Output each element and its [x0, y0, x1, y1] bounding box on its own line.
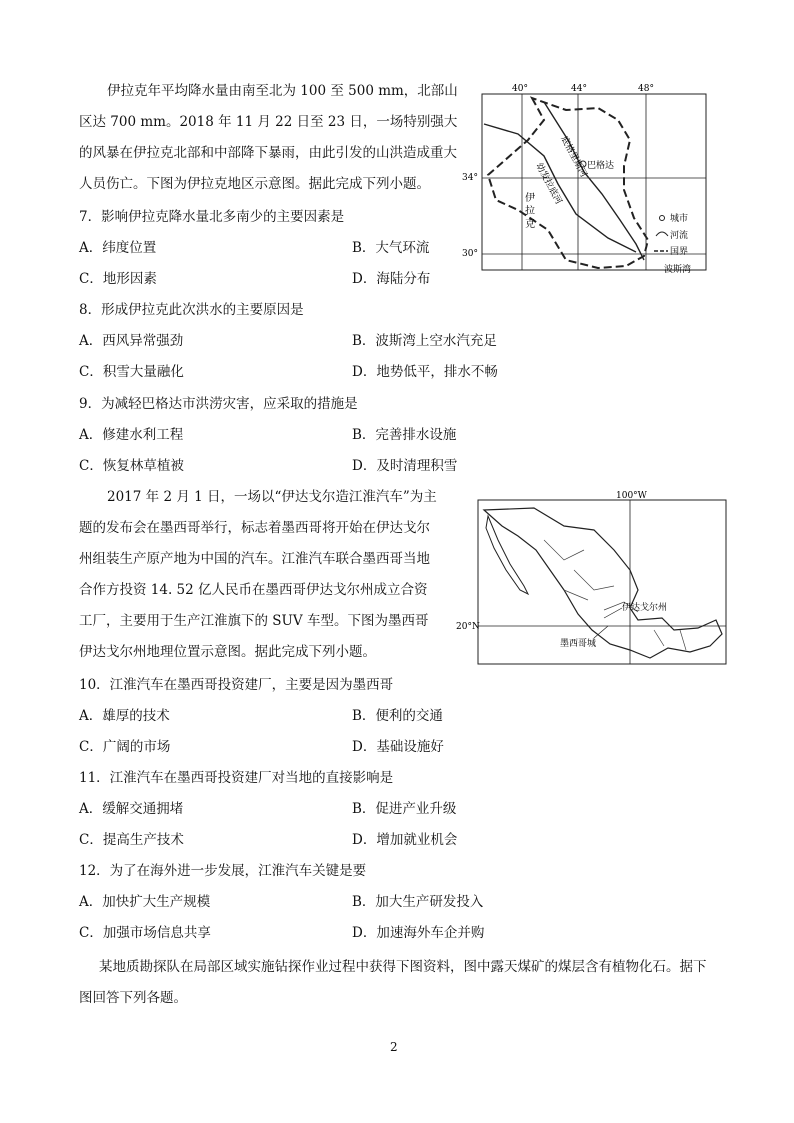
q11-option-d[interactable]: D．增加就业机会	[352, 832, 458, 848]
q11-option-c[interactable]: C．提高生产技术	[79, 832, 184, 848]
q12-option-a[interactable]: A．加快扩大生产规模	[79, 894, 211, 910]
state-borders	[544, 540, 686, 650]
passage-iraq: 伊拉克年平均降水量由南至北为 100 至 500 mm，北部山区达 700 mm。2018 年 11 月 22 日至 23 日，一场特别强大的风暴在伊拉克北部和中部降下暴雨，由此引发的山洪造成重大人员伤亡。下图为伊拉克地区示意图。据此完成下列小题。	[79, 83, 458, 192]
gulf-label: 波斯湾	[664, 265, 692, 275]
q11-option-b[interactable]: B．促进产业升级	[352, 801, 457, 817]
q9-option-d[interactable]: D．及时清理积雪	[352, 458, 458, 474]
q9-option-c[interactable]: C．恢复林草植被	[79, 458, 184, 474]
hidalgo-label: 伊达戈尔州	[622, 603, 668, 613]
q12-option-d[interactable]: D．加速海外车企并购	[352, 925, 485, 941]
q8-option-a[interactable]: A．西风异常强劲	[79, 333, 184, 349]
q9-option-a[interactable]: A．修建水利工程	[79, 427, 184, 443]
passage-geology: 某地质勘探队在局部区域实施钻探作业过程中获得下图资料，图中露天煤矿的煤层含有植物化石。据下图回答下列各题。	[79, 959, 707, 1006]
lon-label-100w: 100°W	[616, 491, 647, 501]
q7-option-d[interactable]: D．海陆分布	[352, 271, 431, 287]
legend-city-icon	[660, 216, 665, 221]
iraq-map	[448, 80, 714, 280]
q11-option-a[interactable]: A．缓解交通拥堵	[79, 801, 184, 817]
mexico-map	[454, 490, 730, 666]
lat-label-30: 30°	[462, 249, 478, 259]
q9-option-b[interactable]: B．完善排水设施	[352, 427, 457, 443]
q10-option-a[interactable]: A．雄厚的技术	[79, 708, 170, 724]
legend-river: 河流	[670, 231, 689, 241]
q12-stem: 12．为了在海外进一步发展，江淮汽车关键是要	[79, 863, 367, 879]
lon-label-48: 48°	[638, 84, 654, 94]
q11-stem: 11．江淮汽车在墨西哥投资建厂对当地的直接影响是	[79, 770, 394, 786]
euphrates-label: 幼发拉底河	[533, 161, 564, 207]
q8-stem: 8．形成伊拉克此次洪水的主要原因是	[79, 302, 304, 318]
q7-option-c[interactable]: C．地形因素	[79, 271, 157, 287]
q9-stem: 9．为减轻巴格达市洪涝灾害，应采取的措施是	[79, 396, 358, 412]
lon-label-40: 40°	[512, 84, 528, 94]
page-number: 2	[390, 1040, 398, 1054]
q12-option-b[interactable]: B．加大生产研发投入	[352, 894, 484, 910]
q8-option-d[interactable]: D．地势低平，排水不畅	[352, 364, 498, 380]
lon-label-44: 44°	[571, 84, 587, 94]
iraq-label: 伊 拉 克	[522, 192, 534, 229]
mexico-city-label: 墨西哥城	[560, 639, 597, 649]
q8-option-b[interactable]: B．波斯湾上空水汽充足	[352, 333, 497, 349]
tigris-river	[544, 102, 644, 260]
lat-label-20n: 20°N	[456, 622, 480, 632]
q10-stem: 10．江淮汽车在墨西哥投资建厂，主要是因为墨西哥	[79, 677, 394, 693]
q8-option-c[interactable]: C．积雪大量融化	[79, 364, 184, 380]
q7-stem: 7．影响伊拉克降水量北多南少的主要因素是	[79, 209, 345, 225]
q10-option-d[interactable]: D．基础设施好	[352, 739, 444, 755]
q12-option-c[interactable]: C．加强市场信息共享	[79, 925, 211, 941]
baghdad-label: 巴格达	[587, 161, 615, 171]
lat-label-34: 34°	[462, 173, 478, 183]
border-line	[488, 98, 648, 268]
legend-border: 国界	[670, 247, 689, 257]
passage-mexico: 2017 年 2 月 1 日，一场以“伊达戈尔造江淮汽车”为主题的发布会在墨西哥举行，标志着墨西哥将开始在伊达戈尔州组装生产原产地为中国的汽车。江淮汽车联合墨西哥当地合作方投资 14. 52 亿人民币在墨西哥伊达戈尔州成立合资工厂，主要用于生产江淮旗下的 SUV 车型。下图为墨西哥伊达戈尔州地理位置示意图。据此完成下列小题。	[79, 489, 437, 660]
q7-option-a[interactable]: A．纬度位置	[79, 240, 157, 256]
mexico-outline	[484, 508, 722, 658]
legend-river-icon	[656, 232, 668, 236]
euphrates-river	[484, 124, 636, 252]
q10-option-c[interactable]: C．广阔的市场	[79, 739, 171, 755]
baja-peninsula	[486, 516, 528, 594]
q7-option-b[interactable]: B．大气环流	[352, 240, 430, 256]
legend-city: 城市	[670, 214, 689, 224]
tigris-label: 底格里斯河	[558, 134, 589, 180]
q10-option-b[interactable]: B．便利的交通	[352, 708, 443, 724]
